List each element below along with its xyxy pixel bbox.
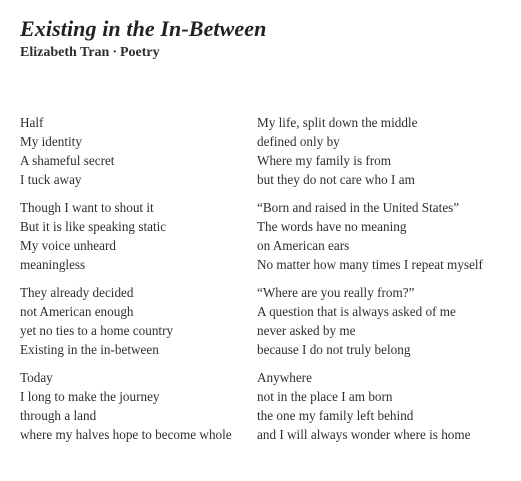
poem-title: Existing in the In-Between (20, 16, 267, 41)
poem-line: I tuck away (20, 172, 82, 187)
stanza (20, 283, 252, 359)
poem-line: “Where are you really from?” (257, 285, 415, 300)
poem-line: My voice unheard (20, 238, 116, 253)
poem-line: A shameful secret (20, 153, 115, 168)
byline-separator: · (112, 45, 117, 60)
poem-line: But it is like speaking static (20, 219, 167, 234)
poem-line: My life, split down the middle (257, 115, 418, 130)
poem-line: but they do not care who I am (257, 172, 415, 187)
author-name: Elizabeth Tran (20, 45, 110, 60)
poem-line: the one my family left behind (257, 408, 414, 423)
poem-line: Half (20, 115, 44, 130)
poem-line: yet no ties to a home country (20, 323, 174, 338)
stanza (257, 113, 517, 189)
poem-line: not in the place I am born (257, 389, 393, 404)
poem-line: through a land (20, 408, 97, 423)
poem-line: I long to make the journey (20, 389, 160, 404)
poem-line: Anywhere (257, 370, 312, 385)
right-column (257, 113, 517, 453)
stanza (257, 368, 517, 444)
stanza (20, 368, 252, 444)
poem-line: meaningless (20, 257, 86, 272)
poem-line: A question that is always asked of me (257, 304, 456, 319)
stanza (257, 283, 517, 359)
poem-line: not American enough (20, 304, 134, 319)
poem-line: Though I want to shout it (20, 200, 154, 215)
genre-label: Poetry (120, 45, 160, 60)
poem-line: Existing in the in-between (20, 342, 159, 357)
poem-line: on American ears (257, 238, 350, 253)
poem-line: never asked by me (257, 323, 356, 338)
poem-line: My identity (20, 134, 82, 149)
poem-line: because I do not truly belong (257, 342, 411, 357)
left-column (20, 113, 252, 453)
poem-line: Where my family is from (257, 153, 392, 168)
stanza (20, 113, 252, 189)
stanza (257, 198, 517, 274)
poem-line: defined only by (257, 134, 340, 149)
byline (20, 45, 160, 61)
poem-line: and I will always wonder where is home (257, 427, 471, 442)
poem-line: The words have no meaning (257, 219, 407, 234)
poem-line: No matter how many times I repeat myself (257, 257, 483, 272)
poem-line: “Born and raised in the United States” (257, 200, 460, 215)
stanza (20, 198, 252, 274)
poem-line: They already decided (20, 285, 134, 300)
poem-line: where my halves hope to become whole (20, 427, 232, 442)
poem-line: Today (20, 370, 53, 385)
